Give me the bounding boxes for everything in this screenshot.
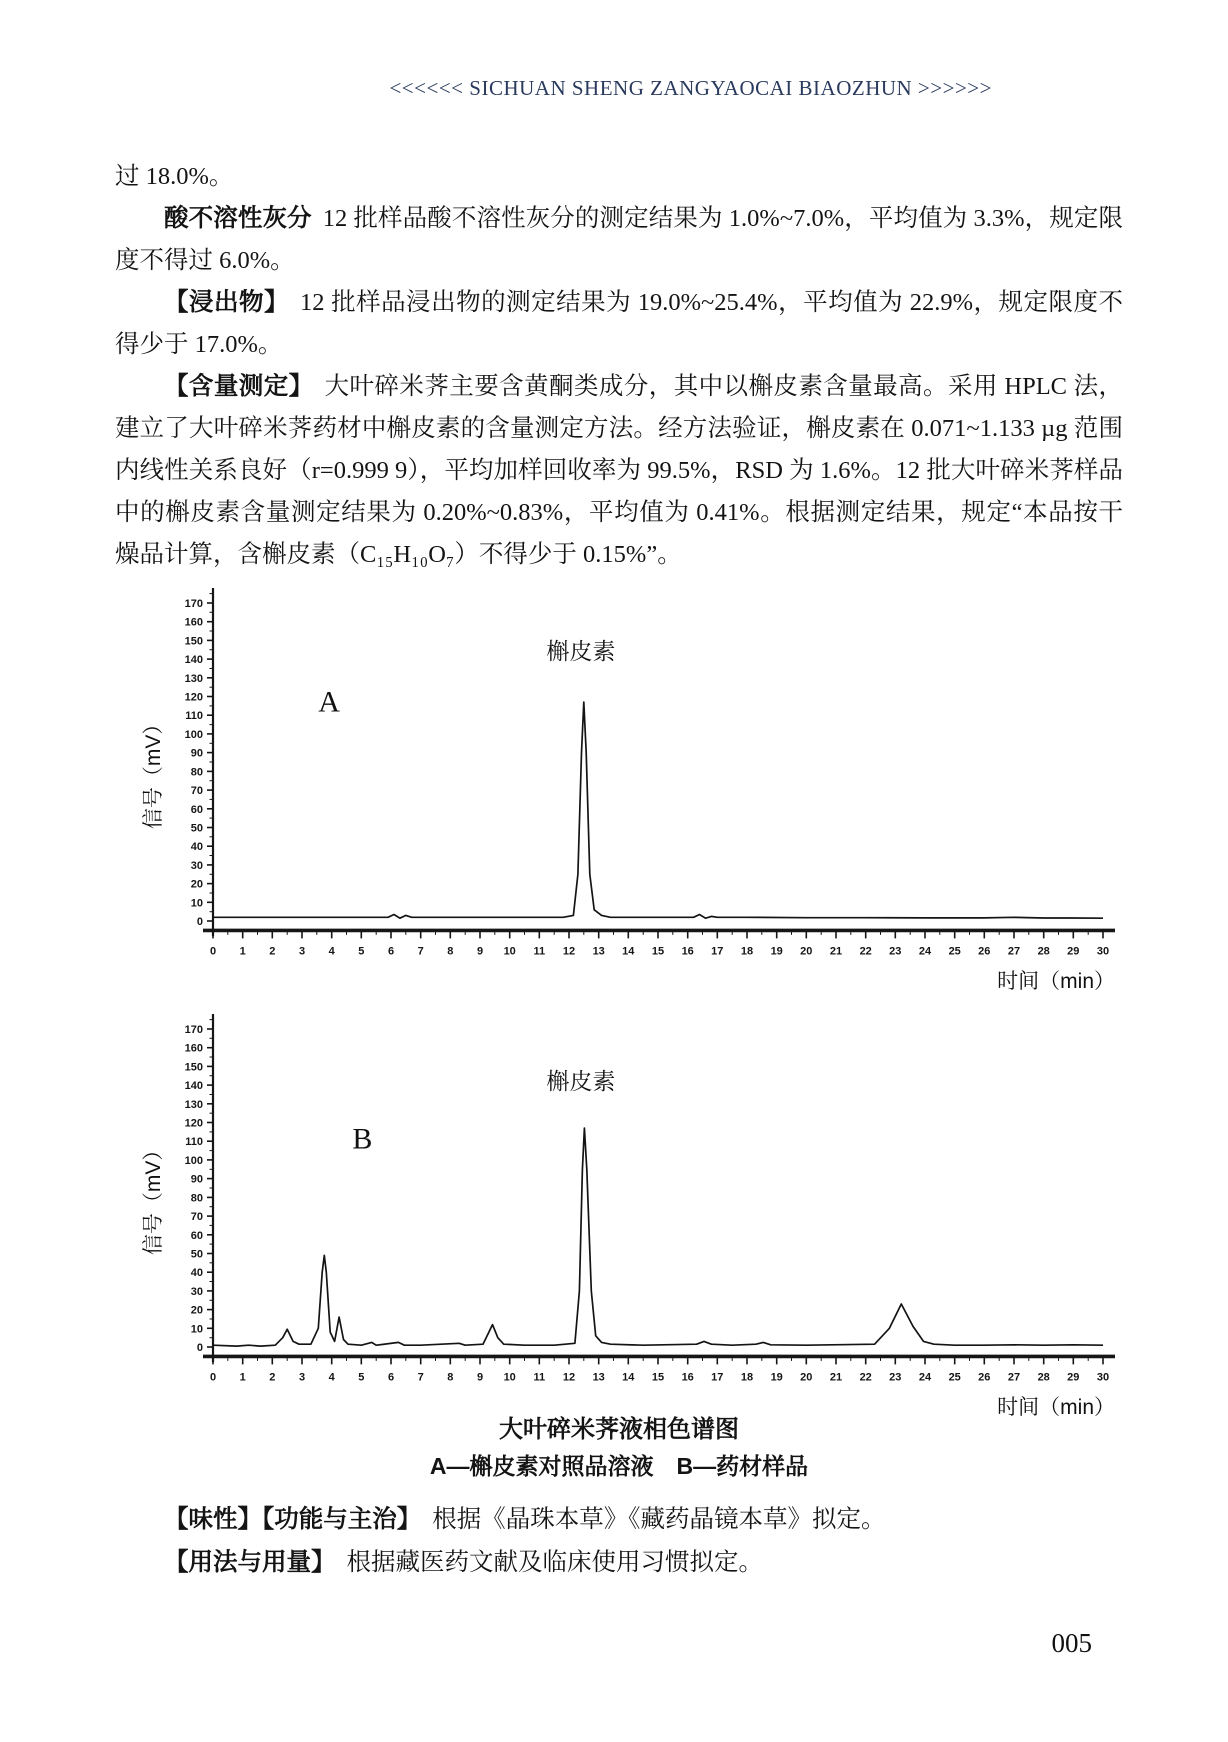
svg-text:14: 14 (622, 945, 635, 958)
svg-text:0: 0 (196, 1342, 203, 1354)
svg-text:2: 2 (269, 1371, 276, 1384)
svg-text:26: 26 (978, 1371, 991, 1384)
svg-text:3: 3 (298, 945, 306, 958)
paragraph (115, 1541, 1123, 1584)
svg-text:160: 160 (184, 1042, 203, 1055)
body-text-lower (115, 1498, 1123, 1584)
svg-text:19: 19 (770, 1371, 783, 1384)
body-text-upper (115, 156, 1123, 576)
svg-text:17: 17 (711, 1371, 724, 1384)
paragraph-text: 12 批样品酸不溶性灰分的测定结果为 1.0%~7.0%，平均值为 3.3%，规定限度不得过 6.0%。 (115, 205, 1124, 274)
svg-text:30: 30 (190, 1285, 203, 1298)
svg-text:50: 50 (190, 822, 203, 835)
svg-text:120: 120 (184, 691, 203, 704)
svg-text:时间（min）: 时间（min） (997, 1396, 1115, 1419)
svg-text:12: 12 (562, 945, 576, 958)
svg-text:30: 30 (190, 859, 203, 872)
svg-text:15: 15 (651, 1371, 665, 1384)
svg-text:90: 90 (190, 747, 203, 760)
svg-text:8: 8 (447, 1371, 454, 1384)
svg-text:10: 10 (503, 1371, 516, 1384)
svg-text:24: 24 (918, 945, 932, 958)
figure-caption-legend: A—槲皮素对照品溶液 B—药材样品 (429, 1453, 809, 1479)
svg-text:24: 24 (918, 1371, 932, 1384)
svg-text:26: 26 (978, 945, 991, 958)
svg-text:10: 10 (503, 945, 516, 958)
svg-text:21: 21 (829, 1371, 843, 1384)
paragraph (115, 1498, 1123, 1541)
svg-text:22: 22 (859, 1371, 872, 1384)
svg-text:0: 0 (196, 916, 203, 928)
svg-text:10: 10 (190, 1323, 203, 1336)
chromatogram-a (138, 576, 1128, 996)
svg-text:11: 11 (533, 945, 546, 958)
paragraph-lead: 【浸出物】 (164, 289, 289, 316)
svg-text:7: 7 (417, 945, 424, 958)
paragraph (115, 156, 1123, 198)
svg-text:70: 70 (190, 1211, 203, 1224)
svg-text:20: 20 (190, 878, 203, 891)
running-header: <<<<<< SICHUAN SHENG ZANGYAOCAI BIAOZHUN >>>>>> (389, 76, 992, 100)
svg-text:1: 1 (239, 1371, 246, 1384)
svg-text:27: 27 (1007, 1371, 1021, 1384)
svg-text:11: 11 (533, 1371, 546, 1384)
svg-text:19: 19 (770, 945, 783, 958)
figure-caption-title: 大叶碎米荠液相色谱图 (499, 1416, 739, 1443)
svg-text:90: 90 (190, 1173, 203, 1186)
svg-text:23: 23 (889, 1371, 902, 1384)
svg-text:25: 25 (948, 1371, 961, 1384)
svg-text:5: 5 (358, 1371, 365, 1384)
svg-text:18: 18 (740, 945, 754, 958)
svg-text:30: 30 (1096, 1371, 1110, 1384)
paragraph (115, 282, 1123, 366)
svg-text:8: 8 (447, 945, 454, 958)
svg-text:29: 29 (1067, 1371, 1080, 1384)
svg-text:13: 13 (592, 945, 605, 958)
svg-text:20: 20 (190, 1304, 203, 1317)
svg-text:28: 28 (1037, 1371, 1050, 1384)
svg-text:13: 13 (592, 1371, 605, 1384)
svg-text:130: 130 (184, 672, 203, 685)
paragraph-lead: 【含量测定】 (164, 373, 314, 400)
svg-text:4: 4 (328, 945, 335, 958)
paragraph-text: 过 18.0%。 (115, 163, 234, 190)
svg-text:25: 25 (948, 945, 961, 958)
svg-text:22: 22 (859, 945, 872, 958)
svg-text:4: 4 (328, 1371, 335, 1384)
svg-text:50: 50 (190, 1248, 203, 1261)
svg-text:17: 17 (711, 945, 724, 958)
svg-text:140: 140 (184, 1080, 203, 1093)
svg-text:5: 5 (358, 945, 365, 958)
svg-text:27: 27 (1007, 945, 1021, 958)
svg-text:100: 100 (184, 728, 203, 741)
svg-text:40: 40 (190, 1267, 203, 1280)
svg-text:120: 120 (184, 1117, 203, 1130)
svg-text:14: 14 (622, 1371, 635, 1384)
svg-text:2: 2 (269, 945, 276, 958)
svg-text:70: 70 (190, 785, 203, 798)
svg-text:80: 80 (190, 1192, 203, 1205)
svg-text:7: 7 (417, 1371, 424, 1384)
svg-text:40: 40 (190, 841, 203, 854)
svg-text:170: 170 (184, 598, 203, 610)
paragraph-lead: 【味性】【功能与主治】 (164, 1506, 422, 1533)
svg-text:0: 0 (209, 945, 217, 958)
paragraph-text: 12 批样品浸出物的测定结果为 19.0%~25.4%，平均值为 22.9%，规定限度不得少于 17.0%。 (115, 289, 1123, 358)
svg-text:80: 80 (190, 766, 203, 779)
svg-text:28: 28 (1037, 945, 1050, 958)
chromatogram-svg (138, 576, 1128, 996)
svg-text:9: 9 (476, 1371, 484, 1384)
svg-text:130: 130 (184, 1098, 203, 1111)
svg-text:18: 18 (740, 1371, 754, 1384)
svg-text:10: 10 (190, 897, 203, 910)
svg-text:0: 0 (209, 1371, 217, 1384)
svg-text:16: 16 (681, 945, 694, 958)
svg-text:信号（mV）: 信号（mV） (142, 713, 165, 830)
svg-text:6: 6 (387, 1371, 395, 1384)
chromatogram-b (138, 1002, 1128, 1422)
svg-text:110: 110 (185, 710, 203, 723)
svg-text:A: A (318, 685, 340, 719)
svg-text:16: 16 (681, 1371, 694, 1384)
paragraph-lead: 酸不溶性灰分 (164, 205, 312, 232)
svg-text:23: 23 (889, 945, 902, 958)
svg-text:29: 29 (1067, 945, 1080, 958)
svg-text:110: 110 (185, 1136, 203, 1149)
svg-text:槲皮素: 槲皮素 (546, 1067, 616, 1094)
svg-text:9: 9 (476, 945, 484, 958)
svg-text:160: 160 (184, 616, 203, 629)
svg-text:20: 20 (800, 945, 813, 958)
svg-text:1: 1 (239, 945, 246, 958)
svg-text:6: 6 (387, 945, 395, 958)
figure-caption (115, 1412, 1123, 1484)
svg-text:170: 170 (184, 1024, 203, 1036)
svg-text:60: 60 (190, 1229, 203, 1242)
chromatogram-svg (138, 1002, 1128, 1422)
svg-text:12: 12 (562, 1371, 576, 1384)
paragraph-lead: 【用法与用量】 (164, 1549, 336, 1576)
svg-text:3: 3 (298, 1371, 306, 1384)
svg-text:15: 15 (651, 945, 665, 958)
paragraph-text: 根据藏医药文献及临床使用习惯拟定。 (346, 1549, 764, 1576)
paragraph-text: 根据《晶珠本草》《藏药晶镜本草》拟定。 (432, 1506, 886, 1533)
paragraph-text: 大叶碎米荠主要含黄酮类成分，其中以槲皮素含量最高。采用 HPLC 法，建立了大叶碎米荠药材中槲皮素的含量测定方法。经方法验证，槲皮素在 0.071~1.133 µg 范围内线性关系良好（r=0.999 9），平均加样回收率为 99.5%，RSD 为 1.6%。12 批大叶碎米荠样品中的槲皮素含量测定结果为 0.20%~0.83%，平均值为 0.41%。根据测定结果，规定“本品按干燥品计算，含槲皮素（C₁₅H₁₀O₇）不得少于 0.15%”。 (115, 373, 1124, 568)
paragraph (115, 366, 1123, 576)
svg-text:140: 140 (184, 654, 203, 667)
svg-text:30: 30 (1096, 945, 1110, 958)
svg-text:150: 150 (184, 635, 203, 648)
svg-text:时间（min）: 时间（min） (997, 970, 1115, 993)
svg-text:100: 100 (184, 1154, 203, 1167)
svg-text:信号（mV）: 信号（mV） (142, 1139, 165, 1256)
svg-text:150: 150 (184, 1061, 203, 1074)
svg-text:21: 21 (829, 945, 843, 958)
page-number: 005 (1051, 1628, 1092, 1658)
svg-text:20: 20 (800, 1371, 813, 1384)
svg-text:B: B (352, 1122, 373, 1156)
svg-text:槲皮素: 槲皮素 (546, 638, 616, 665)
svg-text:60: 60 (190, 803, 203, 816)
paragraph (115, 198, 1123, 282)
